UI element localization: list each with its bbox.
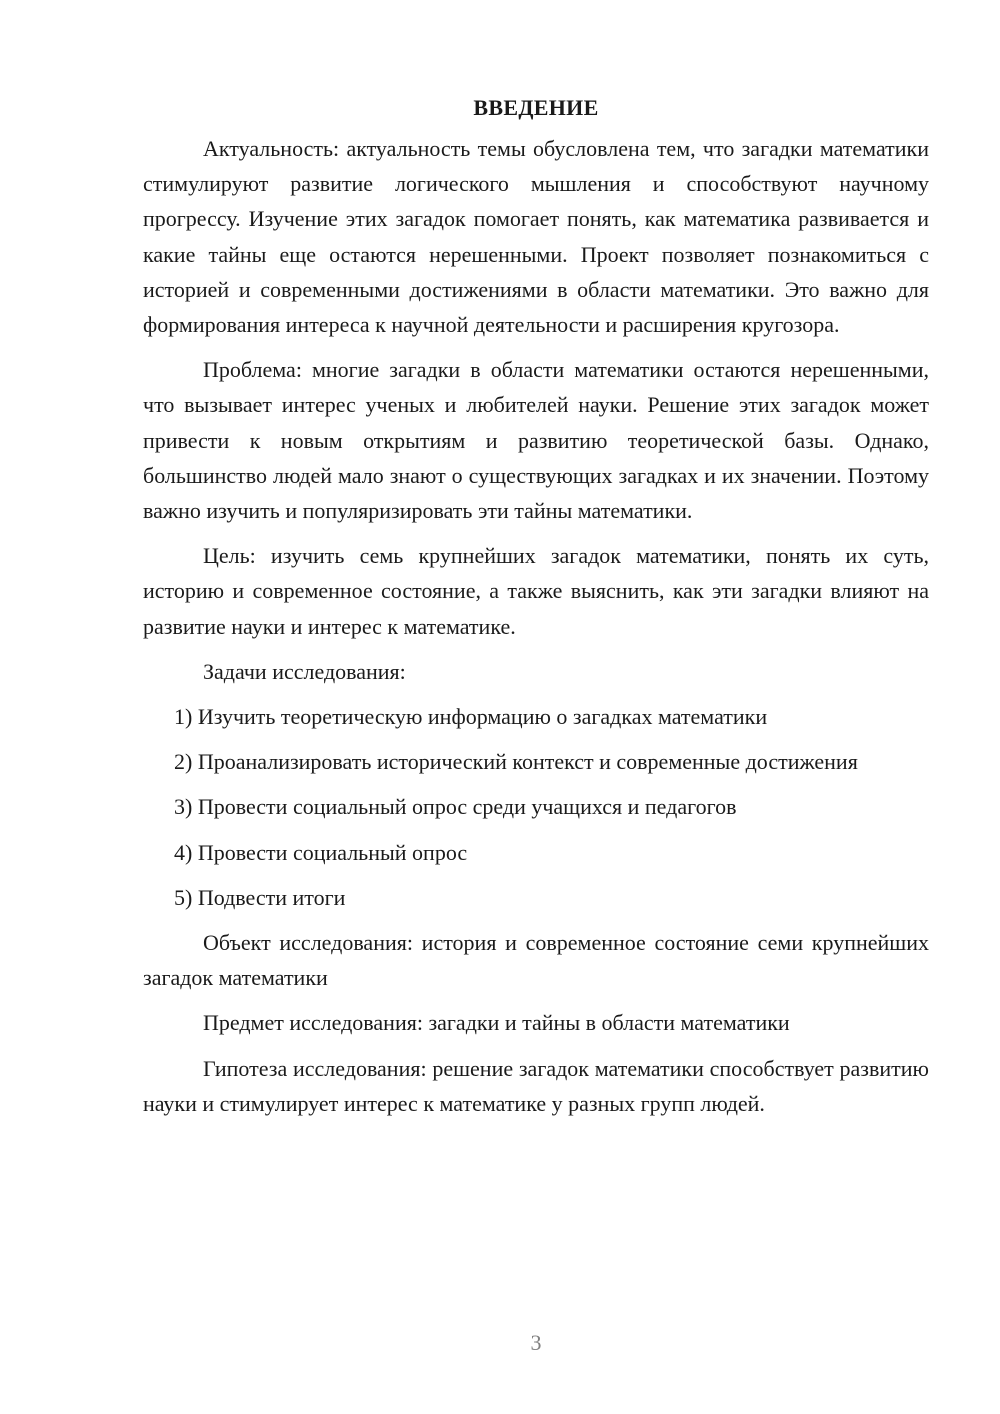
goal-paragraph: Цель: изучить семь крупнейших загадок математики, понять их суть, историю и современное состояние, а также выяснить, как эти загадки влияют на развитие науки и интерес к математике. [143, 543, 929, 639]
task-item-4: 4) Провести социальный опрос [174, 839, 468, 865]
document-page [143, 90, 929, 1131]
problem-paragraph: Проблема: многие загадки в области математики остаются нерешенными, что вызывает интерес ученых и любителей науки. Решение этих загадок может привести к новым открытиям и развитию теоретической базы. Однако, большинство людей мало знают о существующих загадках и их значении. Поэтому важно изучить и популяризировать эти тайны математики. [143, 357, 929, 524]
hypothesis-paragraph: Гипотеза исследования: решение загадок математики способствует развитию науки и стимулирует интерес к математике у разных групп людей. [143, 1055, 929, 1116]
task-item-5: 5) Подвести итоги [174, 884, 346, 910]
subject-paragraph: Предмет исследования: загадки и тайны в области математики [203, 1010, 790, 1036]
tasks-heading: Задачи исследования: [203, 658, 406, 684]
object-paragraph: Объект исследования: история и современное состояние семи крупнейших загадок математики [143, 930, 929, 991]
task-item-1: 1) Изучить теоретическую информацию о загадках математики [174, 704, 768, 730]
relevance-paragraph: Актуальность: актуальность темы обусловлена тем, что загадки математики стимулируют развитие логического мышления и способствуют научному прогрессу. Изучение этих загадок помогает понять, как математика развивается и какие тайны еще остаются нерешенными. Проект позволяет познакомиться с историей и современными достижениями в области математики. Это важно для формирования интереса к научной деятельности и расширения кругозора. [143, 136, 929, 338]
task-item-3: 3) Провести социальный опрос среди учащихся и педагогов [174, 794, 737, 820]
section-title: ВВЕДЕНИЕ [473, 95, 599, 120]
task-item-2: 2) Проанализировать исторический контекст и современные достижения [174, 749, 858, 775]
page-number: 3 [530, 1330, 542, 1355]
